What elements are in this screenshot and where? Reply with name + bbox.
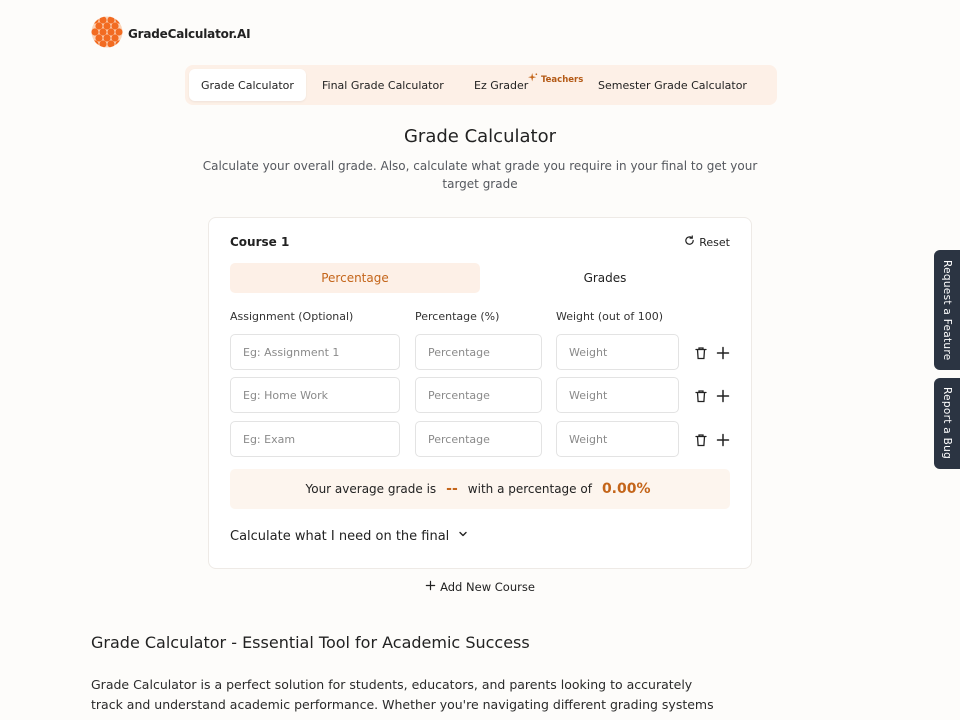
percentage-input[interactable] [415, 334, 542, 370]
trash-icon[interactable] [694, 388, 708, 402]
final-calculator-toggle[interactable] [230, 528, 469, 544]
assignment-input[interactable] [230, 377, 400, 413]
plus-icon [425, 580, 436, 594]
weight-column-label: Weight (out of 100) [556, 310, 664, 323]
tab-grade-calculator[interactable] [189, 69, 306, 101]
assignment-input[interactable] [230, 421, 400, 457]
article-body: Grade Calculator is a perfect solution for students, educators, and parents looking to accurately track and understand academic performance. Whether you're navigating different grading systems [91, 677, 714, 712]
tab-semester-grade-calculator[interactable] [584, 69, 759, 101]
plus-icon[interactable] [716, 388, 730, 402]
percentage-input[interactable] [415, 377, 542, 413]
add-course-button[interactable] [0, 580, 960, 594]
percentage-input[interactable] [415, 421, 542, 457]
weight-input[interactable] [556, 421, 679, 457]
refresh-icon [684, 235, 695, 249]
trash-icon[interactable] [694, 345, 708, 359]
brand-name: GradeCalculator.AI [128, 27, 251, 41]
weight-input[interactable] [556, 334, 679, 370]
request-feature-label: Request a Feature [941, 259, 953, 361]
mode-grades[interactable]: Grades [583, 271, 627, 285]
percentage-column-label: Percentage (%) [415, 310, 500, 323]
average-percentage-value: 0.00% [601, 481, 651, 497]
plus-icon[interactable] [716, 432, 730, 446]
tab-label: Ez Grader [474, 78, 529, 92]
trash-icon[interactable] [694, 432, 708, 446]
reset-label: Reset [699, 235, 730, 249]
tab-label: Semester Grade Calculator [598, 78, 747, 92]
article-title: Grade Calculator - Essential Tool for Academic Success [91, 633, 530, 652]
chevron-down-icon [457, 528, 469, 544]
page-subtitle: Calculate your overall grade. Also, calculate what grade you require in your final to get your target grade [202, 159, 758, 191]
page-title: Grade Calculator [403, 126, 556, 147]
result-prefix: Your average grade is [305, 482, 437, 496]
tab-label: Final Grade Calculator [322, 78, 444, 92]
course-title: Course 1 [230, 235, 290, 249]
calculator-nav [185, 65, 777, 105]
request-feature-tab[interactable] [934, 250, 960, 370]
final-toggle-label: Calculate what I need on the final [230, 528, 450, 544]
teachers-badge-label: Teachers [541, 74, 584, 85]
tab-ez-grader[interactable] [458, 69, 584, 101]
brand-logo[interactable] [91, 16, 250, 52]
weight-input[interactable] [556, 377, 679, 413]
course-card [208, 217, 752, 569]
average-grade-value: -- [446, 481, 458, 497]
mode-toggle [230, 263, 730, 293]
result-middle: with a percentage of [467, 482, 592, 496]
plus-icon[interactable] [716, 345, 730, 359]
report-bug-label: Report a Bug [941, 387, 953, 460]
tab-label: Grade Calculator [201, 78, 294, 92]
add-course-label: Add New Course [440, 580, 535, 594]
report-bug-tab[interactable] [934, 378, 960, 469]
checker-ball-logo-icon [91, 16, 123, 52]
mode-percentage[interactable]: Percentage [230, 263, 480, 293]
tab-final-grade-calculator[interactable] [306, 69, 458, 101]
average-result [230, 469, 730, 509]
reset-button[interactable] [684, 235, 730, 249]
assignment-column-label: Assignment (Optional) [230, 310, 354, 323]
sparkle-icon [528, 73, 538, 86]
assignment-input[interactable] [230, 334, 400, 370]
teachers-badge [528, 73, 583, 86]
